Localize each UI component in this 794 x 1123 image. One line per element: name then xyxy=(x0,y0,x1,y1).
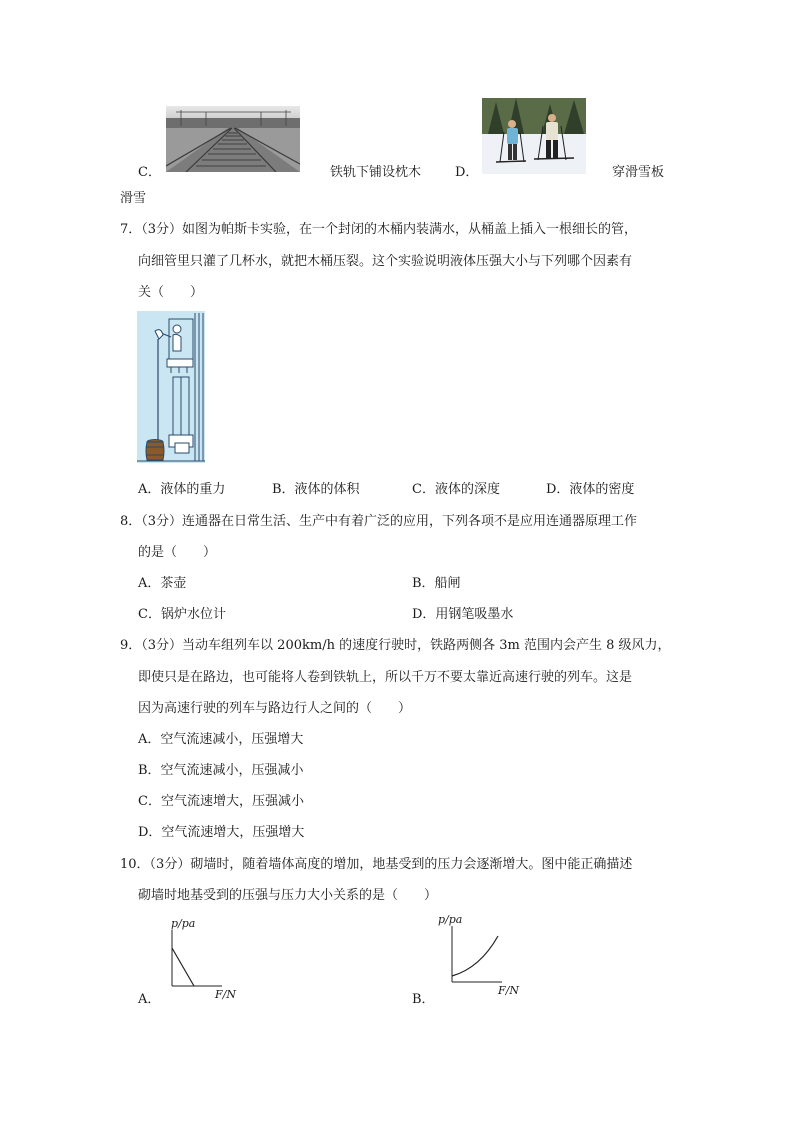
q8-stem-line1: 8．（3分）连通器在日常生活、生产中有着广泛的应用，下列各项不是应用连通器原理工作 xyxy=(120,514,638,529)
skiing-photo-svg xyxy=(482,98,586,174)
graph-b-y-label: p/pa xyxy=(438,913,463,926)
q7-option-c[interactable]: C．液体的深度 xyxy=(412,482,500,497)
q7-stem-line3: 关（ ） xyxy=(138,285,204,300)
graph-b-curve xyxy=(452,936,498,976)
graph-a-plot xyxy=(160,928,224,990)
graph-b-x-label: F/N xyxy=(498,984,519,997)
railway-photo-svg xyxy=(166,106,300,172)
q6-option-c-text: 铁轨下铺设枕木 xyxy=(330,165,422,180)
q10-option-b-label[interactable]: B． xyxy=(412,992,435,1007)
q10-stem-line1: 10．（3分）砌墙时，随着墙体高度的增加，地基受到的压力会逐渐增大。图中能正确描述 xyxy=(120,857,633,872)
q9-option-d[interactable]: D．空气流速增大，压强增大 xyxy=(138,825,305,840)
q6-option-d-text: 穿滑雪板 xyxy=(612,165,665,180)
q10-option-a-label[interactable]: A． xyxy=(138,992,161,1007)
q8-option-d[interactable]: D．用钢笔吸墨水 xyxy=(412,607,514,622)
q9-option-c[interactable]: C．空气流速增大，压强减小 xyxy=(138,794,304,809)
q10-stem-line2: 砌墙时地基受到的压强与压力大小关系的是（ ） xyxy=(138,888,438,903)
q7-stem-line2: 向细管里只灌了几杯水，就把木桶压裂。这个实验说明液体压强大小与下列哪个因素有 xyxy=(138,254,633,269)
q7-option-d[interactable]: D．液体的密度 xyxy=(546,482,635,497)
q9-option-b[interactable]: B．空气流速减小，压强减小 xyxy=(138,763,304,778)
q8-option-b[interactable]: B．船闸 xyxy=(412,576,461,591)
q6-option-c-label: C． xyxy=(138,165,161,180)
graph-b-plot xyxy=(440,924,504,986)
q7-option-a[interactable]: A．液体的重力 xyxy=(138,482,226,497)
q6-option-d-text-wrap: 滑雪 xyxy=(120,191,147,206)
pascal-barrel-svg xyxy=(137,311,205,463)
graph-a-y-label: p/pa xyxy=(171,917,196,930)
q9-stem-line3: 因为高速行驶的列车与路边行人之间的（ ） xyxy=(138,701,412,716)
q7-option-b[interactable]: B．液体的体积 xyxy=(272,482,360,497)
q6-option-d-label: D． xyxy=(455,165,479,180)
railway-photo xyxy=(166,106,300,172)
q8-stem-line2: 的是（ ） xyxy=(138,545,217,560)
q9-stem-line2: 即使只是在路边，也可能将人卷到铁轨上，所以千万不要太靠近高速行驶的列车。这是 xyxy=(138,670,633,685)
q9-option-a[interactable]: A．空气流速减小，压强增大 xyxy=(138,732,304,747)
skiing-photo xyxy=(482,98,586,174)
q7-stem-line1: 7．（3分）如图为帕斯卡实验，在一个封闭的木桶内装满水，从桶盖上插入一根细长的管， xyxy=(120,222,638,237)
pascal-barrel-figure xyxy=(137,311,205,463)
graph-a-curve xyxy=(172,948,194,986)
q8-option-c[interactable]: C．锅炉水位计 xyxy=(138,607,226,622)
graph-a-x-label: F/N xyxy=(215,988,236,1001)
q8-option-a[interactable]: A．茶壶 xyxy=(138,576,187,591)
q9-stem-line1: 9．（3分）当动车组列车以 200km/h 的速度行驶时，铁路两侧各 3m 范围内会产生 8 级风力， xyxy=(120,638,671,653)
